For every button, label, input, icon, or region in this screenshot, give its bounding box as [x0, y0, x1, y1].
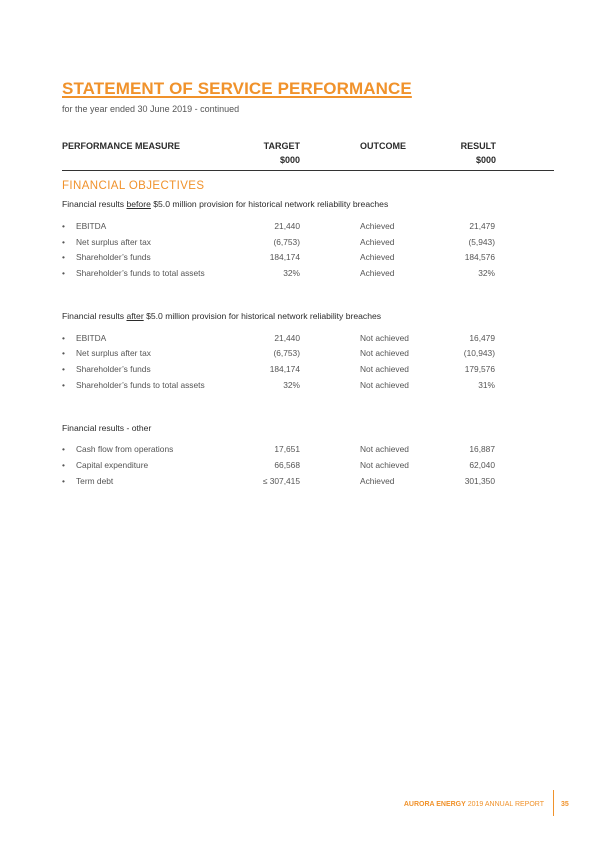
outcome-value: Not achieved: [360, 348, 409, 358]
section-title: FINANCIAL OBJECTIVES: [62, 180, 205, 192]
outcome-value: Not achieved: [360, 333, 409, 343]
page-number: 35: [561, 801, 569, 808]
measure-label: Shareholder’s funds to total assets: [76, 380, 205, 390]
measure-label: Term debt: [76, 476, 114, 486]
bullet: •: [62, 444, 65, 454]
table-row: [62, 252, 554, 266]
bullet: •: [62, 364, 65, 374]
result-value: 31%: [478, 380, 495, 390]
table-row: [62, 380, 554, 394]
group-heading: [62, 311, 381, 321]
result-value: 62,040: [469, 460, 495, 470]
result-value: (10,943): [463, 348, 495, 358]
result-value: 32%: [478, 268, 495, 278]
bullet: •: [62, 460, 65, 470]
measure-label: Shareholder’s funds: [76, 252, 151, 262]
footer-text: [404, 801, 544, 808]
table-row: [62, 221, 554, 235]
target-value: (6,753): [273, 348, 300, 358]
header-rule: [62, 170, 554, 171]
table-row: [62, 268, 554, 282]
result-value: 184,576: [464, 252, 495, 262]
outcome-value: Achieved: [360, 268, 395, 278]
target-value: ≤ 307,415: [262, 476, 300, 486]
measure-label: EBITDA: [76, 333, 107, 343]
target-value: 17,651: [274, 444, 300, 454]
outcome-value: Achieved: [360, 237, 395, 247]
header-outcome: OUTCOME: [360, 141, 406, 151]
measure-label: Capital expenditure: [76, 460, 149, 470]
group-heading-underlined: after: [126, 311, 144, 321]
outcome-value: Not achieved: [360, 380, 409, 390]
result-value: 179,576: [464, 364, 495, 374]
table-row: [62, 333, 554, 347]
outcome-value: Achieved: [360, 476, 395, 486]
measure-label: EBITDA: [76, 221, 107, 231]
group-heading: [62, 423, 151, 433]
bullet: •: [62, 380, 65, 390]
table-row: [62, 460, 554, 474]
result-value: (5,943): [468, 237, 495, 247]
target-value: 184,174: [269, 252, 300, 262]
result-value: 16,479: [469, 333, 495, 343]
group-heading: [62, 199, 388, 209]
target-value: 32%: [283, 380, 300, 390]
footer-report: 2019 ANNUAL REPORT: [465, 801, 544, 808]
target-value: 21,440: [274, 333, 300, 343]
table-row: [62, 476, 554, 490]
header-result-unit: $000: [475, 155, 496, 165]
header-measure: PERFORMANCE MEASURE: [62, 141, 181, 151]
header-target: TARGET: [263, 141, 300, 151]
outcome-value: Not achieved: [360, 444, 409, 454]
measure-label: Cash flow from operations: [76, 444, 174, 454]
header-result: RESULT: [460, 141, 496, 151]
result-value: 21,479: [469, 221, 495, 231]
group-heading-pre: Financial results: [62, 199, 127, 209]
outcome-value: Not achieved: [360, 460, 409, 470]
result-value: 301,350: [464, 476, 495, 486]
target-value: 32%: [283, 268, 300, 278]
measure-label: Net surplus after tax: [76, 348, 151, 358]
result-value: 16,887: [469, 444, 495, 454]
table-row: [62, 444, 554, 458]
outcome-value: Achieved: [360, 221, 395, 231]
group-heading-pre: Financial results: [62, 311, 127, 321]
bullet: •: [62, 268, 65, 278]
table-row: [62, 364, 554, 378]
group-heading-post: $5.0 million provision for historical network reliability breaches: [143, 311, 382, 321]
table-row: [62, 237, 554, 251]
target-value: 184,174: [269, 364, 300, 374]
footer-divider: [553, 790, 554, 816]
group-heading-underlined: before: [126, 199, 151, 209]
bullet: •: [62, 333, 65, 343]
measure-label: Shareholder’s funds to total assets: [76, 268, 205, 278]
page-subtitle: for the year ended 30 June 2019 - continued: [62, 104, 240, 114]
bullet: •: [62, 252, 65, 262]
group-heading-pre: Financial results - other: [62, 423, 152, 433]
header-target-unit: $000: [279, 155, 300, 165]
bullet: •: [62, 348, 65, 358]
bullet: •: [62, 221, 65, 231]
outcome-value: Not achieved: [360, 364, 409, 374]
target-value: (6,753): [273, 237, 300, 247]
table-row: [62, 348, 554, 362]
bullet: •: [62, 237, 65, 247]
page-title: STATEMENT OF SERVICE PERFORMANCE: [62, 79, 412, 98]
target-value: 66,568: [274, 460, 300, 470]
footer-brand: AURORA ENERGY: [403, 801, 466, 808]
group-heading-post: $5.0 million provision for historical network reliability breaches: [150, 199, 389, 209]
measure-label: Shareholder’s funds: [76, 364, 151, 374]
measure-label: Net surplus after tax: [76, 237, 151, 247]
target-value: 21,440: [274, 221, 300, 231]
outcome-value: Achieved: [360, 252, 395, 262]
bullet: •: [62, 476, 65, 486]
